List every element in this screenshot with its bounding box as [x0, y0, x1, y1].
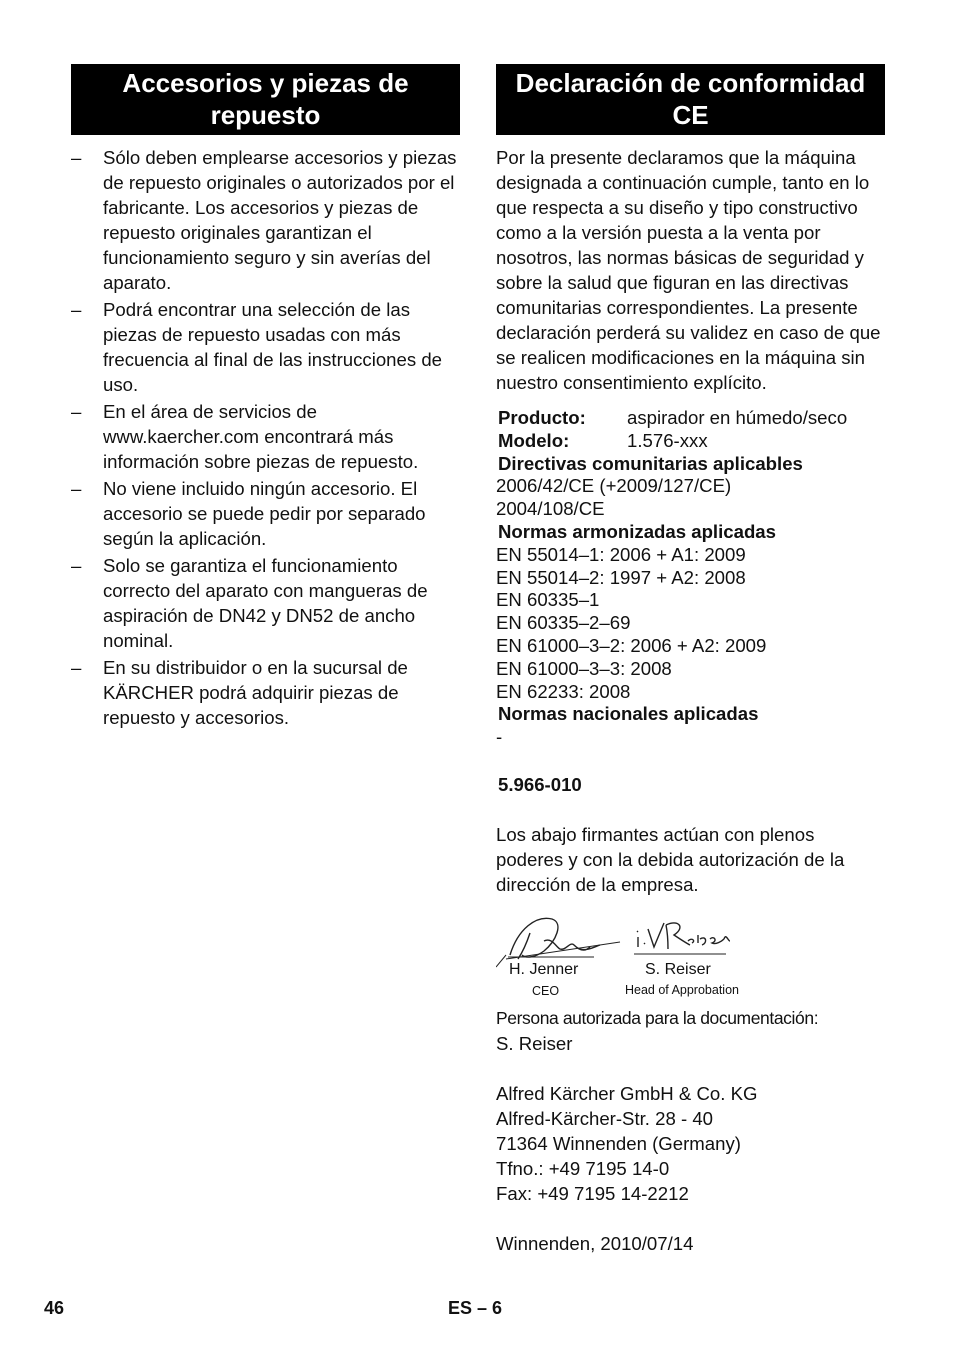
directive-item: 2006/42/CE (+2009/127/CE) — [496, 475, 732, 497]
bullet-marker: – — [71, 299, 82, 320]
place-date: Winnenden, 2010/07/14 — [496, 1232, 694, 1254]
product-row — [496, 407, 885, 430]
doc-person-label: Persona autorizada para la documentación: — [496, 1007, 819, 1028]
list-item: – Podrá encontrar una selección de las piezas de repuesto usadas con más frecuencia al final de las instrucciones de uso. — [71, 299, 443, 395]
model-value: 1.576-xxx — [627, 429, 708, 451]
list-item: – No viene incluido ningún accesorio. El accesorio se puede pedir por separado según la aplicación. — [71, 478, 426, 549]
bullet-marker: – — [71, 478, 82, 499]
accessories-heading: Accesorios y piezas de repuesto — [71, 64, 460, 135]
list-item: – Solo se garantiza el funcionamiento correcto del aparato con mangueras de aspiración de DN42 y DN52 de ancho nominal. — [71, 555, 428, 651]
model-label: Modelo: — [498, 429, 570, 451]
harmonized-item: EN 60335–1 — [496, 589, 600, 611]
harmonized-item: EN 60335–2–69 — [496, 612, 631, 634]
address-line: Alfred-Kärcher-Str. 28 - 40 — [496, 1107, 714, 1129]
harmonized-item: EN 55014–1: 2006 + A1: 2009 — [496, 543, 746, 565]
harmonized-item: EN 61000–3–3: 2008 — [496, 657, 672, 679]
national-label: Normas nacionales aplicadas — [498, 703, 759, 725]
accessories-section — [71, 64, 460, 732]
list-item: – En el área de servicios de www.kaercher.com encontrará más información sobre piezas de repuesto. — [71, 401, 419, 472]
language-page-label: ES – 6 — [448, 1298, 503, 1318]
product-value: aspirador en húmedo/seco — [627, 407, 848, 428]
harmonized-item: EN 62233: 2008 — [496, 680, 631, 702]
signature-block — [496, 911, 885, 1006]
address-line: 71364 Winnenden (Germany) — [496, 1132, 741, 1154]
harmonized-label: Normas armonizadas aplicadas — [498, 520, 776, 542]
national-value: - — [496, 726, 503, 748]
list-item: – En su distribuidor o en la sucursal de KÄRCHER podrá adquirir piezas de repuesto y accesorios. — [71, 657, 408, 728]
directives-label: Directivas comunitarias aplicables — [498, 452, 803, 474]
conformity-heading: Declaración de conformidad CE — [496, 64, 885, 135]
signer2-name: S. Reiser — [645, 960, 711, 978]
list-item: – Sólo deben emplearse accesorios y piezas de repuesto originales o autorizados por el fabricante. Los accesorios y piezas de repuesto originales garantizan el funcionamiento seguro y sin averías del aparato. — [71, 147, 457, 293]
signer1-title: CEO — [532, 983, 560, 998]
model-row — [496, 430, 885, 453]
address-line: Alfred Kärcher GmbH & Co. KG — [496, 1082, 758, 1104]
company-address — [496, 1081, 885, 1206]
document-number: 5.966-010 — [498, 773, 582, 795]
bullet-marker: – — [71, 401, 82, 422]
signer1-name: H. Jenner — [509, 960, 579, 978]
bullet-marker: – — [71, 147, 82, 168]
page-number: 46 — [44, 1298, 65, 1318]
harmonized-item: EN 61000–3–2: 2006 + A2: 2009 — [496, 634, 767, 656]
harmonized-item: EN 55014–2: 1997 + A2: 2008 — [496, 566, 746, 588]
bullet-marker: – — [71, 657, 82, 678]
product-specs — [496, 407, 885, 797]
declaration-intro: Por la presente declaramos que la máquina designada a continuación cumple, tanto en lo que respecta a su diseño y tipo constructivo como a la versión puesta a la venta por nosotros, las normas básicas de seguridad y sobre la salud que figuran en las directivas comunitarias correspondientes. La presente declaración perderá su validez en caso de que se realicen modificaciones en la máquina sin nuestro consentimiento explícito. — [496, 147, 881, 393]
doc-person-name: S. Reiser — [496, 1032, 573, 1054]
address-line: Tfno.: +49 7195 14-0 — [496, 1157, 670, 1179]
address-line: Fax: +49 7195 14-2212 — [496, 1182, 689, 1204]
signers-statement: Los abajo firmantes actúan con plenos poderes y con la debida autorización de la dirección de la empresa. — [496, 823, 845, 895]
directive-item: 2004/108/CE — [496, 498, 605, 520]
conformity-section — [496, 64, 885, 1256]
product-label: Producto: — [498, 407, 586, 428]
signer2-title: Head of Approbation — [625, 982, 739, 997]
accessories-list — [71, 145, 460, 730]
bullet-marker: – — [71, 555, 82, 576]
